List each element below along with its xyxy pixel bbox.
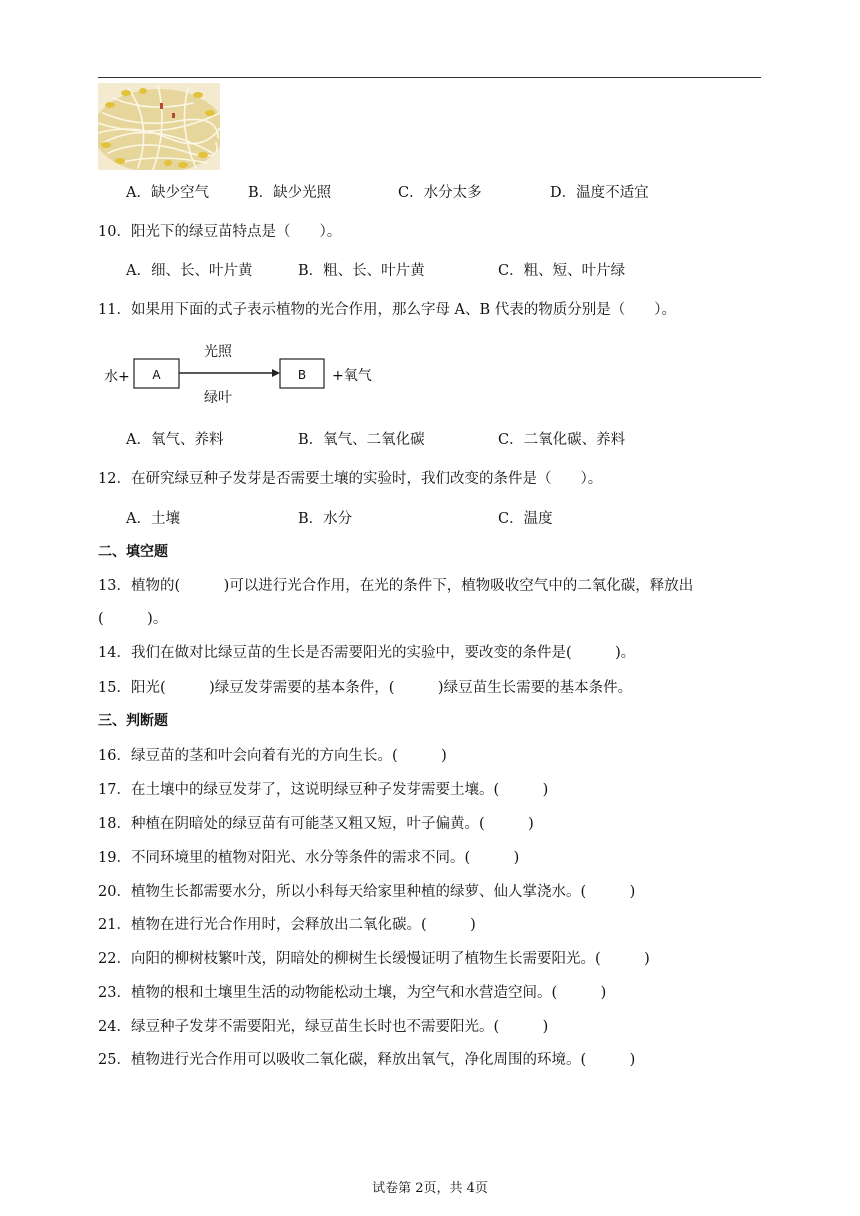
judge-item-25: 25．植物进行光合作用可以吸收二氧化碳，释放出氧气，净化周围的环境。( ) xyxy=(98,1052,636,1068)
q12-option-c: C．温度 xyxy=(498,511,553,527)
q9-option-c: C．水分太多 xyxy=(398,185,482,201)
q10-option-c: C．粗、短、叶片绿 xyxy=(498,263,626,279)
bean-sprouts-photo xyxy=(98,83,220,170)
diagram-arrow-head xyxy=(272,369,280,377)
q11-option-b: B．氧气、二氧化碳 xyxy=(298,432,425,448)
judge-item-17: 17．在土壤中的绿豆发芽了，这说明绿豆种子发芽需要土壤。( ) xyxy=(98,782,549,798)
section-judge-heading: 三、判断题 xyxy=(98,713,168,729)
q12-option-b: B．水分 xyxy=(298,511,353,527)
page-footer: 试卷第 2页，共 4页 xyxy=(372,1181,488,1196)
diagram-above-arrow: 光照 xyxy=(204,344,232,360)
diagram-box-b: B xyxy=(297,368,307,382)
judge-item-20: 20．植物生长都需要水分，所以小科每天给家里种植的绿萝、仙人掌浇水。( ) xyxy=(98,884,636,900)
q12-question: 12．在研究绿豆种子发芽是否需要土壤的实验时，我们改变的条件是（ ）。 xyxy=(98,471,603,487)
q13-line1: 13．植物的( )可以进行光合作用，在光的条件下，植物吸收空气中的二氧化碳，释放出 xyxy=(98,578,694,594)
q9-option-b: B．缺少光照 xyxy=(248,185,332,201)
diagram-below-arrow: 绿叶 xyxy=(204,390,232,406)
q14-question: 14．我们在做对比绿豆苗的生长是否需要阳光的实验中，要改变的条件是( )。 xyxy=(98,645,636,661)
q12-option-a: A．土壤 xyxy=(126,511,180,527)
judge-item-22: 22．向阳的柳树枝繁叶茂，阴暗处的柳树生长缓慢证明了植物生长需要阳光。( ) xyxy=(98,951,650,967)
diagram-box-a: A xyxy=(152,368,161,382)
q10-question: 10．阳光下的绿豆苗特点是（ ）。 xyxy=(98,224,342,240)
header-rule xyxy=(98,77,761,78)
judge-item-23: 23．植物的根和土壤里生活的动物能松动土壤，为空气和水营造空间。( ) xyxy=(98,985,607,1001)
q9-option-d: D．温度不适宜 xyxy=(550,185,649,201)
q11-option-a: A．氧气、养料 xyxy=(126,432,224,448)
q10-option-b: B．粗、长、叶片黄 xyxy=(298,263,425,279)
q15-question: 15．阳光( )绿豆发芽需要的基本条件，( )绿豆苗生长需要的基本条件。 xyxy=(98,680,633,696)
judge-item-18: 18．种植在阴暗处的绿豆苗有可能茎又粗又短，叶子偏黄。( ) xyxy=(98,816,534,832)
photosynthesis-diagram xyxy=(104,340,404,410)
q11-option-c: C．二氧化碳、养料 xyxy=(498,432,626,448)
q9-option-a: A．缺少空气 xyxy=(126,185,209,201)
judge-item-16: 16．绿豆苗的茎和叶会向着有光的方向生长。( ) xyxy=(98,748,447,764)
diagram-right-term: +氧气 xyxy=(332,368,372,384)
q10-option-a: A．细、长、叶片黄 xyxy=(126,263,253,279)
judge-item-19: 19．不同环境里的植物对阳光、水分等条件的需求不同。( ) xyxy=(98,850,520,866)
judge-item-21: 21．植物在进行光合作用时，会释放出二氧化碳。( ) xyxy=(98,917,476,933)
q13-line2: ( )。 xyxy=(98,611,168,627)
section-fill-in-heading: 二、填空题 xyxy=(98,544,168,560)
judge-item-24: 24．绿豆种子发芽不需要阳光，绿豆苗生长时也不需要阳光。( ) xyxy=(98,1019,549,1035)
diagram-left-term: 水+ xyxy=(104,369,130,385)
q11-question: 11．如果用下面的式子表示植物的光合作用，那么字母 A、B 代表的物质分别是（ ）。 xyxy=(98,302,677,318)
